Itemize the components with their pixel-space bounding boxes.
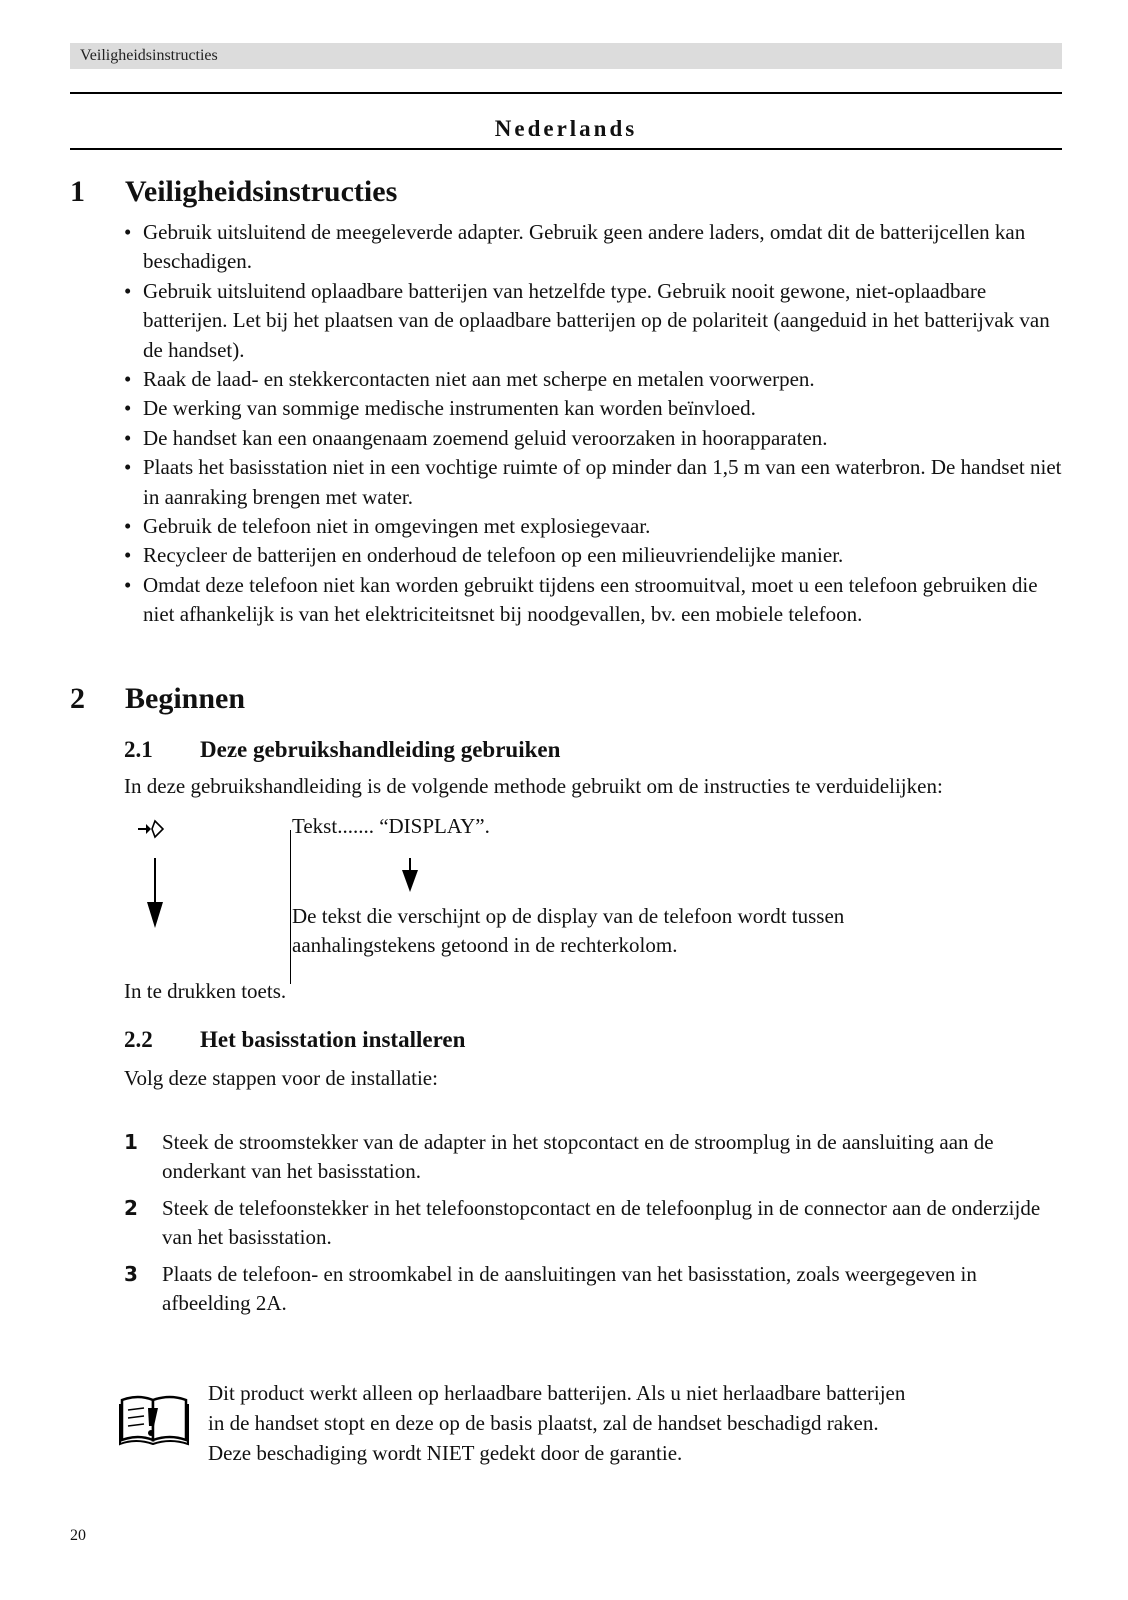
list-item: [124, 1128, 1064, 1186]
method-intro: In deze gebruikshandleiding is de volgende methode gebruikt om de instructies te verduidelijken:: [124, 774, 943, 798]
header-rule-bottom: [70, 148, 1062, 150]
column-divider: [290, 830, 291, 984]
list-item: • Recycleer de batterijen en onderhoud de telefoon op een milieuvriendelijke manier.: [124, 543, 844, 568]
running-header: Veiligheidsinstructies: [70, 43, 1062, 69]
subsection-title: Het basisstation installeren: [200, 1027, 466, 1052]
step-number: 2: [124, 1196, 138, 1220]
subsection-number: 2.1: [124, 737, 153, 762]
manual-warning-icon: [118, 1390, 190, 1446]
section-number: 2: [70, 682, 85, 715]
display-explanation-line-1: De tekst die verschijnt op de display van de telefoon wordt tussen: [292, 904, 845, 928]
list-item: • Gebruik uitsluitend oplaadbare batterijen van hetzelfde type. Gebruik nooit gewone, niet-oplaadbare batterijen. Let bij het plaatsen van de oplaadbare batterijen op de polariteit (aangeduid in het batterijvak van de handset).: [124, 278, 1050, 362]
subsection-2-1-heading: [124, 737, 1064, 767]
list-item: • Omdat deze telefoon niet kan worden gebruikt tijdens een stroomuitval, moet u een telefoon gebruiken die niet afhankelijk is van het elektriciteitsnet bij noodgevallen, bv. een mobiele telefoon.: [124, 572, 1038, 627]
list-item: • De werking van sommige medische instrumenten kan worden beïnvloed.: [124, 396, 756, 421]
list-item: • Gebruik uitsluitend de meegeleverde adapter. Gebruik geen andere laders, omdat dit de batterijcellen kan beschadigen.: [124, 220, 1026, 274]
note-line: in de handset stopt en deze op de basis plaatst, zal de handset beschadigd raken.: [208, 1411, 879, 1435]
display-example: Tekst....... “DISPLAY”.: [292, 814, 490, 838]
safety-instructions-list: [124, 218, 1064, 630]
list-item: • Gebruik de telefoon niet in omgevingen met explosiegevaar.: [124, 514, 651, 539]
install-steps-list: [124, 1128, 1064, 1326]
step-text: Steek de telefoonstekker in het telefoonstopcontact en de telefoonplug in de connector aan de onderzijde van het basisstation.: [162, 1196, 1041, 1249]
list-item: [124, 1194, 1064, 1252]
warning-note: [208, 1378, 1058, 1468]
section-number: 1: [70, 175, 85, 208]
list-item: • Raak de laad- en stekkercontacten niet aan met scherpe en metalen voorwerpen.: [124, 367, 815, 392]
step-text: Plaats de telefoon- en stroomkabel in de aansluitingen van het basisstation, zoals weergegeven in afbeelding 2A.: [162, 1262, 977, 1315]
key-press-icon: [136, 818, 164, 840]
key-arrow-down-icon: [144, 858, 166, 930]
page-number: 20: [70, 1527, 86, 1544]
section-title: Veiligheidsinstructies: [125, 175, 398, 208]
list-item: • Plaats het basisstation niet in een vochtige ruimte of op minder dan 1,5 m van een waterbron. De handset niet in aanraking brengen met water.: [124, 455, 1062, 509]
note-line: Deze beschadiging wordt NIET gedekt door de garantie.: [208, 1441, 683, 1465]
display-arrow-down-icon: [400, 858, 420, 894]
section-2-heading: [70, 682, 1060, 722]
step-text: Steek de stroomstekker van de adapter in het stopcontact en de stroomplug in de aansluiting aan de onderkant van het basisstation.: [162, 1130, 994, 1183]
install-intro: Volg deze stappen voor de installatie:: [124, 1066, 438, 1090]
step-number: 3: [124, 1262, 138, 1286]
section-1-heading: [70, 175, 1060, 215]
key-explanation: In te drukken toets.: [124, 979, 287, 1003]
subsection-number: 2.2: [124, 1027, 153, 1052]
section-title: Beginnen: [125, 682, 246, 715]
display-explanation-line-2: aanhalingstekens getoond in de rechterkolom.: [292, 933, 678, 957]
subsection-title: Deze gebruikshandleiding gebruiken: [200, 737, 561, 762]
language-title: Nederlands: [494, 116, 638, 141]
note-line: Dit product werkt alleen op herlaadbare batterijen. Als u niet herlaadbare batterijen: [208, 1381, 906, 1405]
header-rule-top: [70, 92, 1062, 94]
step-number: 1: [124, 1130, 138, 1154]
list-item: [124, 1260, 1064, 1318]
list-item: • De handset kan een onaangenaam zoemend geluid veroorzaken in hoorapparaten.: [124, 425, 828, 450]
subsection-2-2-heading: [124, 1027, 1064, 1057]
